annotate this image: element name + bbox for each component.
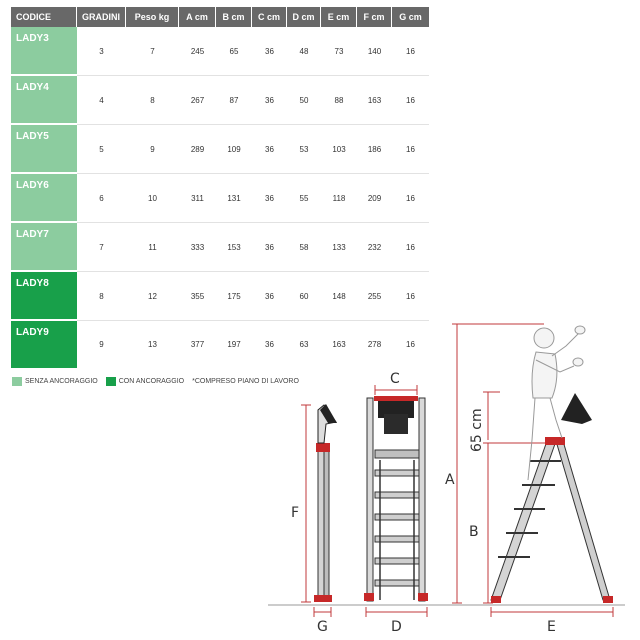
table-cell: 16 [392,174,429,223]
table-cell: 377 [190,340,205,349]
table-cell: 16 [392,27,429,76]
table-cell: 36 [252,272,287,321]
table-cell: 10 [126,174,179,223]
table-cell: 87 [216,76,252,125]
column-header: C cm [252,7,287,27]
dim-a-label: A [445,472,455,488]
column-header: G cm [392,7,429,27]
table-cell: 36 [265,340,274,349]
table-cell: 109 [216,125,252,174]
table-cell: 148 [321,272,357,321]
table-cell: 9 [126,125,179,174]
product-code-cell: LADY4 [11,76,77,125]
open-ladder [491,326,613,603]
column-header: CODICE [11,7,77,27]
table-cell: 58 [287,223,321,272]
table-cell: 53 [287,125,321,174]
table-cell: 8 [77,272,126,321]
table-cell: 16 [392,272,429,321]
product-code-cell: LADY6 [11,174,77,223]
table-cell: 4 [77,76,126,125]
table-cell: 163 [357,76,392,125]
table-cell: 6 [77,174,126,223]
product-code-cell: LADY5 [11,125,77,174]
table-cell: 209 [357,174,392,223]
table-cell: 232 [357,223,392,272]
table-cell: 16 [392,125,429,174]
table-cell: 36 [252,76,287,125]
table-cell: 11 [126,223,179,272]
table-cell: 118 [321,174,357,223]
column-header: A cm [179,7,216,27]
table-cell: 289 [179,125,216,174]
table-cell: 36 [252,174,287,223]
table-cell: 245 [179,27,216,76]
table-cell: 48 [287,27,321,76]
table-cell: 5 [77,125,126,174]
table-cell: 36 [252,27,287,76]
dim-b-label: B [469,524,479,540]
table-cell: 7 [126,27,179,76]
legend-note-text: *COMPRESO PIANO DI LAVORO [192,378,299,385]
table-cell: 55 [287,174,321,223]
folded-ladder [314,404,337,602]
table-cell: 140 [357,27,392,76]
column-header: GRADINI [77,7,126,27]
table-cell: 267 [179,76,216,125]
table-cell: 36 [252,223,287,272]
table-cell: 255 [357,272,392,321]
table-cell: 16 [392,76,429,125]
column-header: D cm [287,7,321,27]
dim-d-label: D [391,619,402,635]
column-header: E cm [321,7,357,27]
table-cell: 278 [367,340,382,349]
dim-e-label: E [547,619,556,635]
table-cell: 355 [179,272,216,321]
table-cell: 50 [287,76,321,125]
product-code-cell: LADY3 [11,27,77,76]
dim-g-label: G [317,619,328,635]
table-cell: 65 [216,27,252,76]
table-cell: 73 [321,27,357,76]
legend-senza-label: SENZA ANCORAGGIO [25,378,98,385]
dim-65-label: 65 cm [469,408,485,452]
column-header: F cm [357,7,392,27]
table-cell: 175 [216,272,252,321]
table-cell: 311 [179,174,216,223]
product-code-cell: LADY9 [11,321,77,368]
table-cell: 197 [227,340,241,349]
product-code-cell: LADY7 [11,223,77,272]
table-cell: 9 [99,340,104,349]
table-cell: 333 [179,223,216,272]
table-cell: 63 [299,340,309,349]
table-cell: 133 [321,223,357,272]
legend-con-label: CON ANCORAGGIO [118,378,185,385]
table-cell: 186 [357,125,392,174]
product-code-cell: LADY8 [11,272,77,321]
table-cell: 88 [321,76,357,125]
front-ladder [364,396,428,601]
table-cell: 7 [77,223,126,272]
table-cell: 16 [392,223,429,272]
table-cell: 3 [77,27,126,76]
dim-c-label: C [390,371,400,387]
dim-f-label: F [291,505,300,521]
table-cell: 16 [406,340,415,349]
table-cell: 12 [126,272,179,321]
table-cell: 13 [148,340,157,349]
column-header: Peso kg [126,7,179,27]
table-cell: 153 [216,223,252,272]
table-cell: 60 [287,272,321,321]
table-cell: 36 [252,125,287,174]
table-cell: 8 [126,76,179,125]
table-cell: 103 [321,125,357,174]
table-cell: 163 [332,340,346,349]
column-header: B cm [216,7,252,27]
table-cell: 131 [216,174,252,223]
